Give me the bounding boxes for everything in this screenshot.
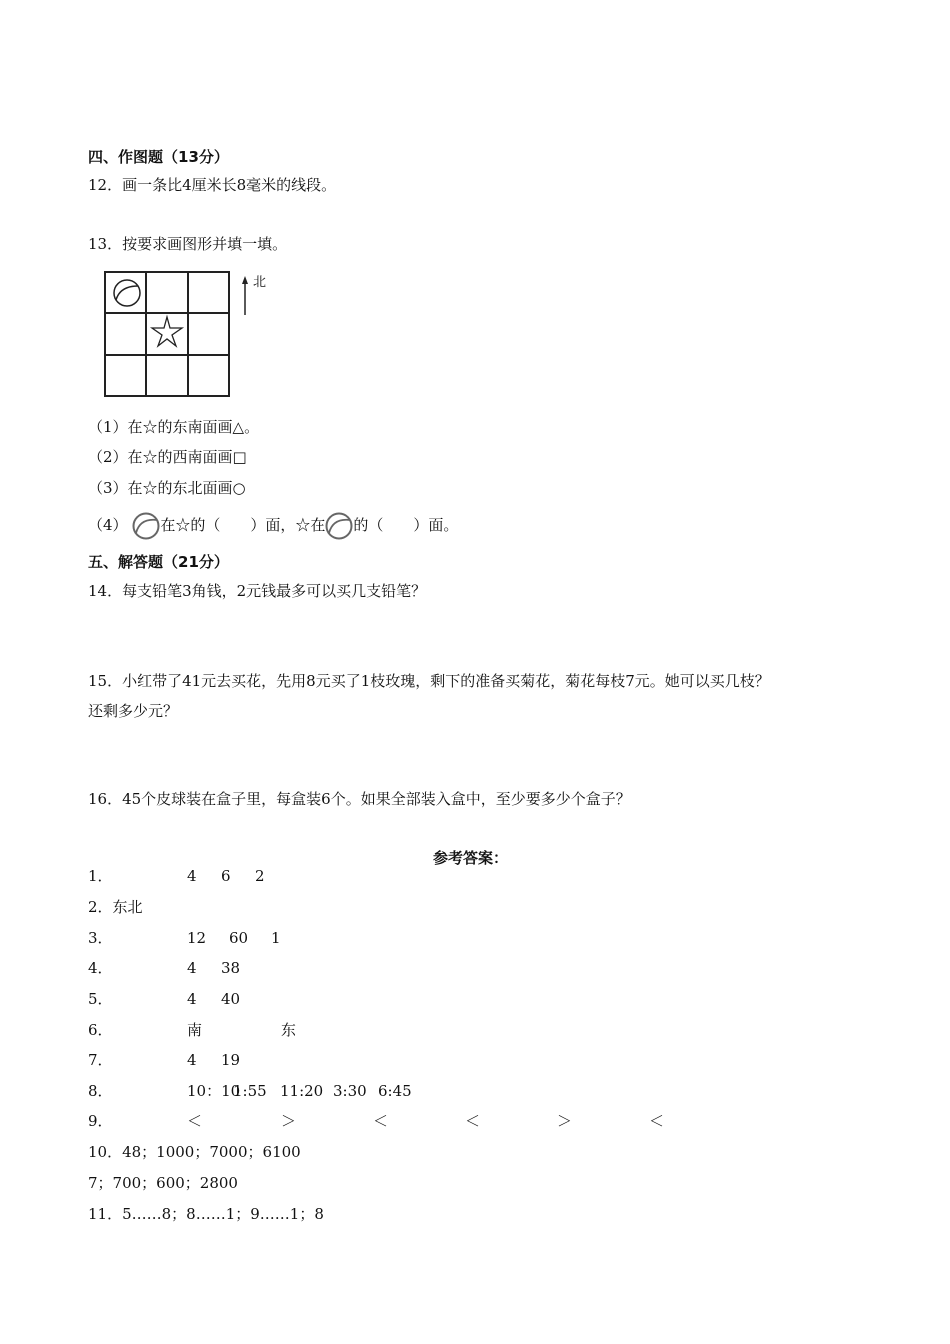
question-15-cont: 还剩多少元？ (88, 702, 179, 720)
question-12: 12．画一条比4厘米长8毫米的线段。 (88, 176, 337, 194)
section-5-heading: 五、解答题（21分） (88, 553, 229, 571)
answer-value: 2 (255, 867, 265, 885)
answers-title: 参考答案： (433, 849, 509, 867)
answer-value: ＜ (187, 1112, 203, 1130)
answer-value: 4 (187, 959, 197, 977)
star-icon (152, 317, 182, 346)
sub4-part1: 在☆的（ ）面，☆在 (160, 516, 326, 534)
answer-value: 4 (187, 990, 197, 1008)
ball-icon (132, 512, 160, 540)
answer-value: ＜ (649, 1112, 665, 1130)
sub-question-1: （1）在☆的东南面画△。 (88, 418, 260, 436)
answer-value: 6:45 (378, 1082, 412, 1100)
answer-value: 4 (187, 867, 197, 885)
sub-question-4 (88, 510, 458, 540)
answer-label: 5． (88, 990, 113, 1008)
answer-label: 4． (88, 959, 113, 977)
answer-value: ＞ (557, 1112, 573, 1130)
question-14: 14．每支铅笔3角钱，2元钱最多可以买几支铅笔？ (88, 582, 427, 600)
answer-value: 19 (221, 1051, 241, 1069)
ball-icon (325, 512, 353, 540)
answer-value: 4 (187, 1051, 197, 1069)
answer-label: 3． (88, 929, 113, 947)
answer-value: 60 (229, 929, 249, 947)
answer-value: ＜ (373, 1112, 389, 1130)
answer-label: 8． (88, 1082, 113, 1100)
answer-label: 1． (88, 867, 113, 885)
answer-value: 6 (221, 867, 231, 885)
answer-label: 2．东北 (88, 898, 143, 916)
section-4-heading: 四、作图题（13分） (88, 148, 229, 166)
answer-label: 7． (88, 1051, 113, 1069)
sub-question-2: （2）在☆的西南面画□ (88, 448, 247, 466)
sub4-prefix: （4） (88, 516, 128, 534)
answer-value: 12 (187, 929, 207, 947)
answer-value: 1 (271, 929, 281, 947)
answer-label: 11．5……8；8……1；9……1；8 (88, 1205, 324, 1223)
north-arrow-icon (242, 276, 248, 315)
answer-value: ＞ (281, 1112, 297, 1130)
answer-label: 9． (88, 1112, 113, 1130)
answer-value: 3:30 (333, 1082, 367, 1100)
sub4-part2: 的（ ）面。 (353, 516, 459, 534)
answer-value: 1:55 (233, 1082, 267, 1100)
answer-value: 11:20 (280, 1082, 324, 1100)
answer-value: 10：10 (187, 1082, 241, 1100)
answer-value: 南 (187, 1021, 203, 1039)
ball-icon (114, 280, 140, 306)
question-16: 16．45个皮球装在盒子里，每盒装6个。如果全部装入盒中，至少要多少个盒子？ (88, 790, 631, 808)
north-label: 北 (253, 275, 267, 290)
question-13: 13．按要求画图形并填一填。 (88, 235, 288, 253)
answer-label: 6． (88, 1021, 113, 1039)
answer-value: 38 (221, 959, 241, 977)
answer-value: 东 (281, 1021, 297, 1039)
answer-label: 10．48；1000；7000；6100 (88, 1143, 301, 1161)
answer-label: 7；700；600；2800 (88, 1174, 238, 1192)
answer-value: ＜ (465, 1112, 481, 1130)
answer-value: 40 (221, 990, 241, 1008)
question-15: 15．小红带了41元去买花，先用8元买了1枝玫瑰，剩下的准备买菊花，菊花每枝7元。她可以买几枝？ (88, 672, 770, 690)
sub-question-3: （3）在☆的东北面画○ (88, 479, 246, 497)
